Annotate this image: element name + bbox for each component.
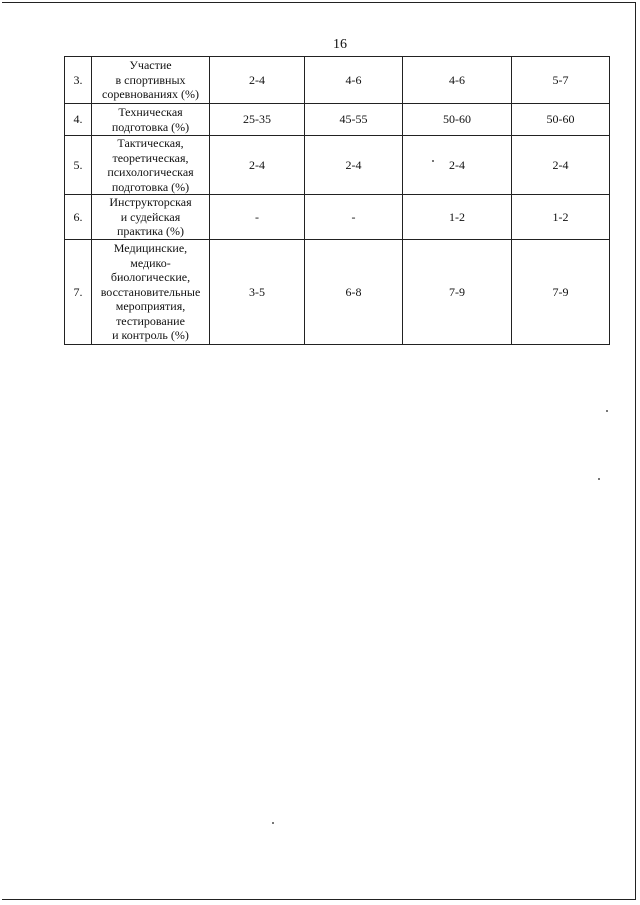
value-cell: 7-9 xyxy=(403,240,512,345)
value-cell: 4-6 xyxy=(403,57,512,104)
value-cell: 1-2 xyxy=(403,195,512,240)
value-cell: 7-9 xyxy=(512,240,610,345)
value-cell: 2-4 xyxy=(305,136,403,195)
row-number: 7. xyxy=(65,240,92,345)
value-cell: 2-4 xyxy=(210,136,305,195)
value-cell: 50-60 xyxy=(403,104,512,136)
row-number: 4. xyxy=(65,104,92,136)
row-number: 6. xyxy=(65,195,92,240)
scan-speck xyxy=(432,160,434,162)
training-load-table xyxy=(64,56,610,345)
table-row xyxy=(65,240,610,345)
table-row xyxy=(65,57,610,104)
scan-speck xyxy=(606,410,608,412)
value-cell: 2-4 xyxy=(210,57,305,104)
value-cell: - xyxy=(210,195,305,240)
value-cell: 4-6 xyxy=(305,57,403,104)
value-cell: 25-35 xyxy=(210,104,305,136)
value-cell: 5-7 xyxy=(512,57,610,104)
table-row xyxy=(65,104,610,136)
scan-speck xyxy=(598,478,600,480)
value-cell: - xyxy=(305,195,403,240)
scan-speck xyxy=(272,822,274,824)
row-number: 3. xyxy=(65,57,92,104)
parameter-cell: Техническая подготовка (%) xyxy=(92,104,210,136)
row-number: 5. xyxy=(65,136,92,195)
value-cell: 1-2 xyxy=(512,195,610,240)
table-row xyxy=(65,136,610,195)
value-cell: 6-8 xyxy=(305,240,403,345)
value-cell: 2-4 xyxy=(512,136,610,195)
parameter-cell: Тактическая, теоретическая, психологическая подготовка (%) xyxy=(92,136,210,195)
value-cell: 45-55 xyxy=(305,104,403,136)
parameter-cell: Инструкторская и судейская практика (%) xyxy=(92,195,210,240)
parameter-cell: Медицинские, медико- биологические, восстановительные мероприятия, тестирование и контроль (%) xyxy=(92,240,210,345)
value-cell: 2-4 xyxy=(403,136,512,195)
value-cell: 3-5 xyxy=(210,240,305,345)
table-row xyxy=(65,195,610,240)
parameter-cell: Участие в спортивных соревнованиях (%) xyxy=(92,57,210,104)
page-number: 16 xyxy=(333,37,347,52)
value-cell: 50-60 xyxy=(512,104,610,136)
